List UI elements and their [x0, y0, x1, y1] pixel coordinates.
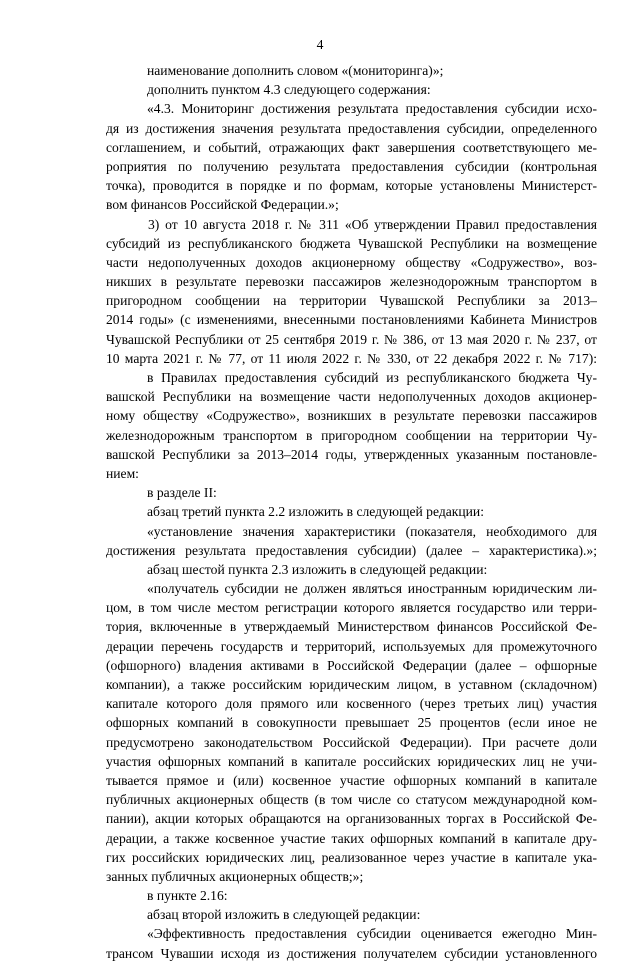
text-line: гих российских юридических лиц, реализованное через участие в капитале ука- [106, 849, 597, 865]
text-line: дополнить пунктом 4.3 следующего содержания: [147, 82, 431, 98]
text-line: (офшорного) владения активами в Российской Федерации (далее – офшорные [106, 657, 597, 673]
text-line: вом финансов Российской Федерации.»; [106, 197, 339, 213]
text-line: ному обществу «Содружество», возникших в результате перевозки пассажиров [106, 408, 597, 424]
text-line: вашской Республики на возмещение части недополученных доходов акционер- [106, 389, 597, 405]
text-line: абзац третий пункта 2.2 изложить в следующей редакции: [147, 504, 484, 520]
text-line: железнодорожным транспортом в пригородном сообщении на территории Чу- [106, 427, 597, 443]
document-body [106, 61, 597, 963]
text-line: трансом Чувашии исходя из достижения получателем субсидии установленного [106, 945, 597, 961]
text-line: публичных акционерных обществ (в том числе со статусом международной ком- [106, 792, 597, 808]
text-line: вашской Республики за 2013–2014 годы, утвержденных указанным постановле- [106, 446, 597, 462]
text-line: предусмотрено законодательством Российской Федерации). При расчете доли [106, 734, 597, 750]
text-line: занных публичных акционерных обществ;»; [106, 868, 364, 884]
text-line: точка), проводится в порядке и по формам, которые установлены Министерст- [106, 178, 597, 194]
text-line: в разделе II: [147, 485, 217, 501]
text-line: 3) от 10 августа 2018 г. № 311 «Об утверждении Правил предоставления [148, 216, 597, 232]
text-line: наименование дополнить словом «(мониторинга)»; [147, 63, 444, 78]
text-line: нием: [106, 465, 139, 481]
text-line: дя из достижения значения результата предоставления субсидии, определенного [106, 120, 597, 136]
text-line: никших в результате перевозки пассажиров железнодорожным транспортом в [106, 274, 597, 290]
text-line: «4.3. Мониторинг достижения результата предоставления субсидии исхо- [147, 101, 597, 117]
text-line: соглашением, и событий, отражающих факт завершения соответствующего ме- [106, 139, 597, 155]
text-line: дерации, а также косвенное участие таких офшорных компаний в капитале дру- [106, 830, 597, 846]
text-line: тывается прямое и (или) косвенное участие офшорных компаний в капитале [106, 772, 597, 788]
text-line: роприятия по получению результата предоставления субсидии (контрольная [106, 158, 597, 174]
text-line: субсидий из республиканского бюджета Чувашской Республики на возмещение [106, 235, 597, 251]
text-line: 10 марта 2021 г. № 77, от 11 июля 2022 г. № 330, от 22 декабря 2022 г. № 717): [106, 350, 597, 366]
text-line: офшорных компаний в совокупности превышает 25 процентов (если иное не [106, 715, 597, 731]
text-line: капитале которого доля прямого или косвенного (через третьих лиц) участия [106, 696, 597, 712]
text-line: Чувашской Республики от 25 сентября 2019 г. № 386, от 13 мая 2020 г. № 237, от [106, 331, 597, 347]
text-line: абзац второй изложить в следующей редакции: [147, 907, 421, 923]
text-line: 2014 годы» (с изменениями, внесенными постановлениями Кабинета Министров [106, 312, 597, 328]
text-line: в пункте 2.16: [147, 888, 228, 904]
text-line: тория, включенные в утверждаемый Министерством финансов Российской Фе- [106, 619, 597, 635]
text-line: участия офшорных компаний в капитале российских юридических лиц не учи- [106, 753, 597, 769]
text-line: «получатель субсидии не должен являться иностранным юридическим ли- [147, 581, 597, 597]
text-line: дерации перечень государств и территорий, используемых для промежуточного [106, 638, 597, 654]
text-line: цом, в том числе местом регистрации которого является государство или терри- [106, 600, 597, 616]
text-line: пании), акции которых обращаются на организованных торгах в Российской Фе- [106, 811, 597, 827]
text-line: в Правилах предоставления субсидий из республиканского бюджета Чу- [147, 370, 597, 385]
text-line: пригородном сообщении на территории Чувашской Республики за 2013– [106, 293, 597, 309]
text-line: «установление значения характеристики (показателя, необходимого для [147, 523, 597, 539]
text-line: «Эффективность предоставления субсидии оценивается ежегодно Мин- [147, 926, 597, 942]
text-line: части недополученных доходов акционерному обществу «Содружество», воз- [106, 254, 597, 270]
page-number: 4 [316, 37, 324, 52]
text-line: достижения результата предоставления субсидии) (далее – характеристика).»; [106, 542, 597, 558]
text-line: абзац шестой пункта 2.3 изложить в следующей редакции: [147, 561, 488, 577]
text-line: компании), а также российским юридическим лицом, в уставном (складочном) [106, 677, 597, 692]
